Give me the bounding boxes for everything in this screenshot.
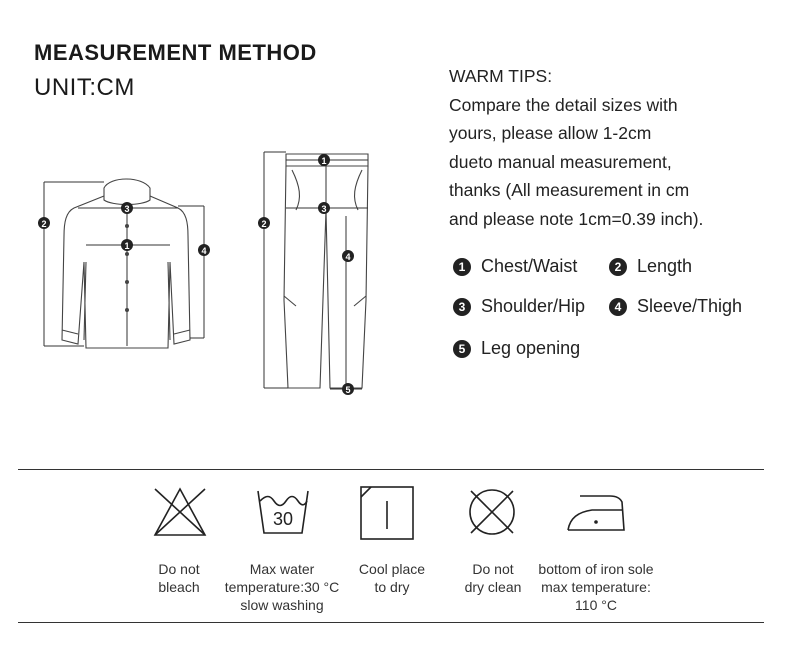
legend-item-shoulder-hip xyxy=(453,296,585,317)
legend-label: Length xyxy=(637,256,693,276)
legend-item-chest-waist xyxy=(453,256,577,277)
care-label-wash: Max water temperature:30 °C slow washing xyxy=(224,561,340,613)
legend-number: 2 xyxy=(609,258,627,276)
jacket-marker-2: 2 xyxy=(41,219,47,229)
iron-icon xyxy=(566,492,626,534)
care-label-no-bleach: Do not bleach xyxy=(158,561,200,595)
wash-30-icon xyxy=(254,485,312,539)
pants-marker-4: 4 xyxy=(345,252,351,262)
legend-number: 3 xyxy=(453,298,471,316)
pants-marker-2: 2 xyxy=(261,219,267,229)
care-label-no-dry-clean: Do not dry clean xyxy=(464,561,522,595)
no-dry-clean-icon xyxy=(465,485,519,539)
garment-diagram xyxy=(0,0,440,420)
jacket-marker-3: 3 xyxy=(124,204,130,214)
jacket-marker-4: 4 xyxy=(201,246,207,256)
care-label-dry: Cool place to dry xyxy=(358,561,426,595)
tips-line: and please note 1cm=0.39 inch). xyxy=(449,208,704,229)
tips-line: thanks (All measurement in cm xyxy=(449,180,690,200)
tips-line: dueto manual measurement, xyxy=(449,151,672,172)
legend-label: Sleeve/Thigh xyxy=(637,296,743,316)
tips-line: Compare the detail sizes with xyxy=(449,94,678,115)
pants-markers xyxy=(258,154,354,395)
pants-marker-5: 5 xyxy=(345,385,351,395)
legend-item-length xyxy=(609,256,692,277)
unit-label: UNIT:CM xyxy=(34,74,135,101)
wash-temp-label: 30 xyxy=(272,509,294,529)
pants-marker-3: 3 xyxy=(321,204,327,214)
legend-number: 1 xyxy=(453,258,471,276)
legend-item-leg-opening xyxy=(453,338,580,359)
care-label-iron: bottom of iron sole max temperature: 110 °C xyxy=(538,561,654,613)
top-divider xyxy=(18,469,764,470)
jacket-marker-1: 1 xyxy=(124,241,130,251)
legend-item-sleeve-thigh xyxy=(609,296,742,317)
tips-line: yours, please allow 1-2cm xyxy=(449,123,652,143)
dry-shade-icon xyxy=(359,485,415,541)
tips-heading: WARM TIPS: xyxy=(449,66,553,86)
legend-number: 4 xyxy=(609,298,627,316)
legend-number: 5 xyxy=(453,340,471,358)
warm-tips xyxy=(449,62,769,233)
legend-label: Chest/Waist xyxy=(481,256,578,276)
no-bleach-icon xyxy=(151,485,209,539)
pants-marker-1: 1 xyxy=(321,156,327,166)
pants-outline xyxy=(284,154,368,388)
page-title: MEASUREMENT METHOD xyxy=(34,40,317,65)
legend-label: Shoulder/Hip xyxy=(481,296,586,316)
bottom-divider xyxy=(18,622,764,623)
legend-label: Leg opening xyxy=(481,338,581,358)
